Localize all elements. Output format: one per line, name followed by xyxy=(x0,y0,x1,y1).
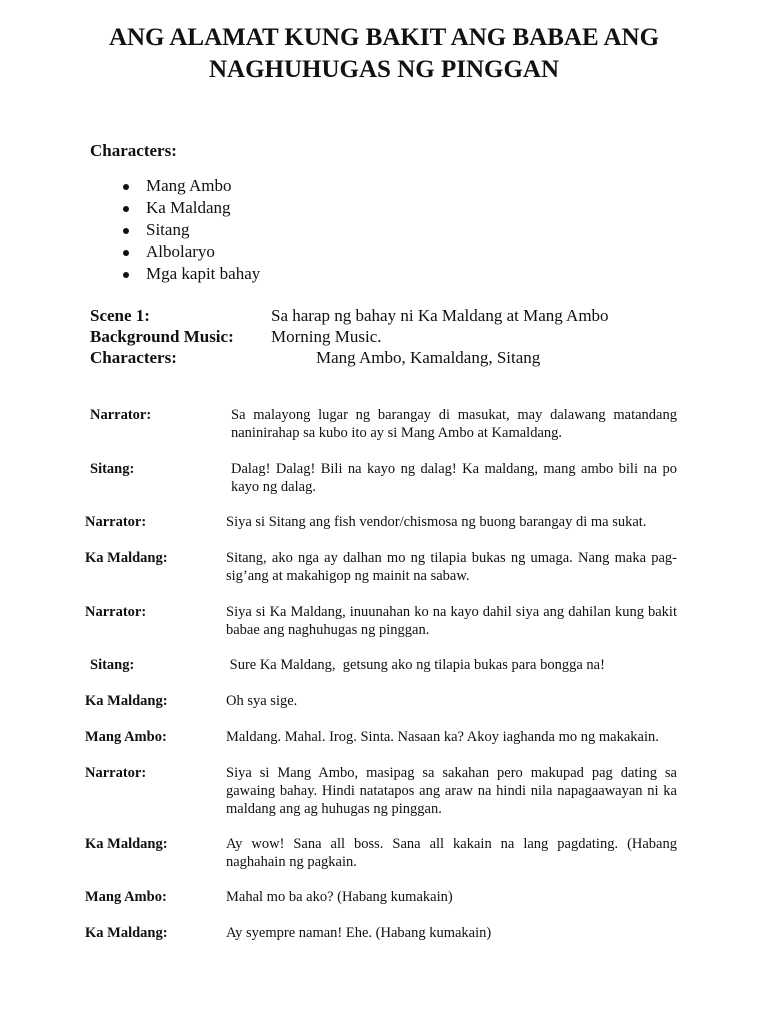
characters-heading: Characters: xyxy=(90,141,177,160)
speaker-name: Narrator: xyxy=(85,765,147,781)
dialogue-text: Siya si Sitang ang fish vendor/chismosa ng buong barangay di ma sukat. xyxy=(226,514,647,530)
character-item xyxy=(0,197,260,219)
character-name: Albolaryo xyxy=(146,242,215,261)
dialogue-text: Oh sya sige. xyxy=(226,693,298,709)
character-item xyxy=(0,219,260,241)
dialogue-text: Maldang. Mahal. Irog. Sinta. Nasaan ka? Akoy iaghanda mo ng makakain. xyxy=(226,729,659,745)
characters-list xyxy=(0,175,260,285)
music-value: Morning Music. xyxy=(271,327,382,346)
bullet-icon xyxy=(123,228,129,234)
dialogue-text: Sitang, ako nga ay dalhan mo ng tilapia bukas ng umaga. Nang maka pag-sig’ang at makahigop ng mainit na sabaw. xyxy=(226,550,677,584)
speaker-name: Mang Ambo: xyxy=(85,889,167,905)
scene-label: Scene 1: xyxy=(90,306,150,325)
dialogue-text: Dalag! Dalag! Bili na kayo ng dalag! Ka maldang, mang ambo bili na po kayo ng dalag. xyxy=(231,461,677,495)
speaker-name: Narrator: xyxy=(90,407,152,423)
speaker-name: Ka Maldang: xyxy=(85,550,168,566)
speaker-name: Mang Ambo: xyxy=(85,729,167,745)
speaker-name: Ka Maldang: xyxy=(85,693,168,709)
speaker-name: Narrator: xyxy=(85,514,147,530)
dialogue-text: Ay wow! Sana all boss. Sana all kakain na lang pagdating. (Habang naghahain ng pagkain. xyxy=(226,836,677,870)
character-name: Ka Maldang xyxy=(146,198,231,217)
speaker-name: Sitang: xyxy=(90,657,135,673)
character-name: Mang Ambo xyxy=(146,176,232,195)
character-name: Mga kapit bahay xyxy=(146,264,261,283)
dialogue-text: Siya si Ka Maldang, inuunahan ko na kayo dahil siya ang dahilan kung bakit babae ang naghuhugas ng pinggan. xyxy=(226,604,677,638)
character-name: Sitang xyxy=(146,220,190,239)
bullet-icon xyxy=(123,250,129,256)
bullet-icon xyxy=(123,184,129,190)
character-item xyxy=(0,175,260,197)
character-item xyxy=(0,241,260,263)
dialogue-text: Sure Ka Maldang, getsung ako ng tilapia bukas para bongga na! xyxy=(226,657,605,673)
speaker-name: Sitang: xyxy=(90,461,135,477)
dialogue-text: Siya si Mang Ambo, masipag sa sakahan pero makupad pag dating sa gawaing bahay. Hindi natatapos ang araw na hindi nila napagaawayan ni ka maldang ang ag huhugas ng pinggan. xyxy=(226,765,677,817)
scene-characters-value: Mang Ambo, Kamaldang, Sitang xyxy=(316,348,541,367)
bullet-icon xyxy=(123,206,129,212)
dialogue-text: Ay syempre naman! Ehe. (Habang kumakain) xyxy=(226,925,492,941)
scene-value: Sa harap ng bahay ni Ka Maldang at Mang Ambo xyxy=(271,306,609,325)
speaker-name: Ka Maldang: xyxy=(85,836,168,852)
music-label: Background Music: xyxy=(90,327,234,346)
speaker-name: Narrator: xyxy=(85,604,147,620)
dialogue-text: Mahal mo ba ako? (Habang kumakain) xyxy=(226,889,453,905)
title-line-2: NAGHUHUGAS NG PINGGAN xyxy=(208,56,559,83)
dialogue-text: Sa malayong lugar ng barangay di masukat, may dalawang matandang naninirahap sa kubo ito ay si Mang Ambo at Kamaldang. xyxy=(231,407,677,441)
document-title xyxy=(0,22,768,86)
speaker-name: Ka Maldang: xyxy=(85,925,168,941)
title-line-1: ANG ALAMAT KUNG BAKIT ANG BABAE ANG xyxy=(108,24,660,51)
scene-characters-label: Characters: xyxy=(90,348,177,367)
bullet-icon xyxy=(123,272,129,278)
character-item xyxy=(0,263,260,285)
